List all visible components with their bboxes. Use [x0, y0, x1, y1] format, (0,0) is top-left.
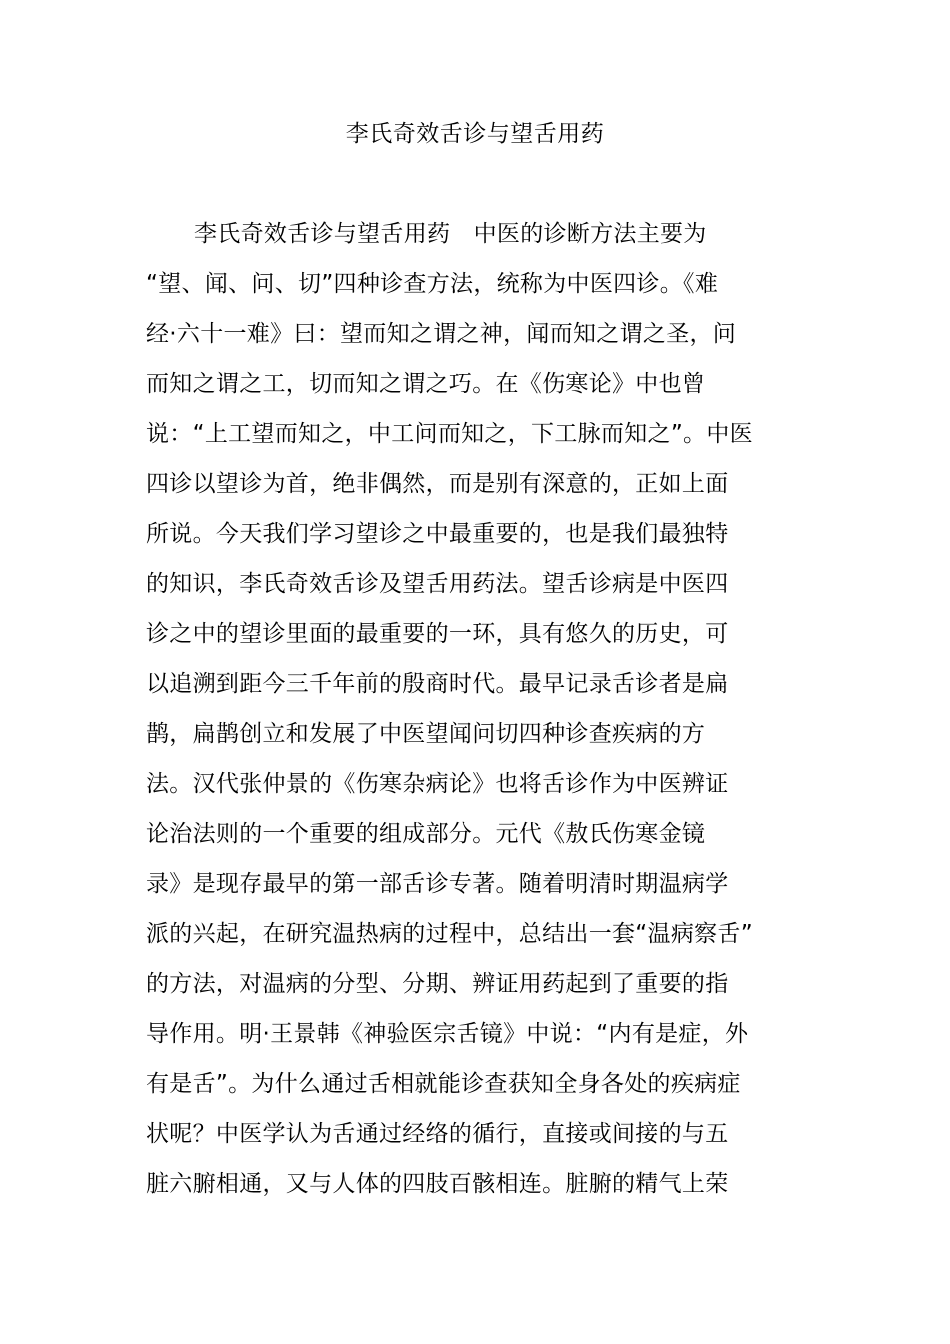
body-line: 经·六十一难》曰：望而知之谓之神，闻而知之谓之圣，问 [146, 321, 737, 347]
body-line: 以追溯到距今三千年前的殷商时代。最早记录舌诊者是扁 [146, 671, 729, 697]
body-line: 的知识，李氏奇效舌诊及望舌用药法。望舌诊病是中医四 [146, 571, 729, 597]
body-line: 说：“上工望而知之，中工问而知之，下工脉而知之”。中医 [146, 421, 753, 447]
body-line: 导作用。明·王景韩《神验医宗舌镜》中说：“内有是症，外 [146, 1021, 749, 1047]
body-line: 鹊，扁鹊创立和发展了中医望闻问切四种诊查疾病的方 [146, 721, 706, 747]
body-line: 李氏奇效舌诊与望舌用药 中医的诊断方法主要为 [194, 221, 707, 247]
body-line: 录》是现存最早的第一部舌诊专著。随着明清时期温病学 [146, 871, 729, 897]
document-title: 李氏奇效舌诊与望舌用药 [345, 121, 605, 147]
body-line: 诊之中的望诊里面的最重要的一环，具有悠久的历史，可 [146, 621, 729, 647]
body-line: 而知之谓之工，切而知之谓之巧。在《伤寒论》中也曾 [146, 371, 706, 397]
body-line: 状呢？中医学认为舌通过经络的循行，直接或间接的与五 [146, 1121, 729, 1147]
body-line: 所说。今天我们学习望诊之中最重要的，也是我们最独特 [146, 521, 729, 547]
body-line: 法。汉代张仲景的《伤寒杂病论》也将舌诊作为中医辨证 [146, 771, 729, 797]
body-line: 的方法，对温病的分型、分期、辨证用药起到了重要的指 [146, 971, 729, 997]
body-line: 脏六腑相通，又与人体的四肢百骸相连。脏腑的精气上荣 [146, 1171, 729, 1197]
body-line: 有是舌”。为什么通过舌相就能诊查获知全身各处的疾病症 [146, 1071, 741, 1097]
body-line: 四诊以望诊为首，绝非偶然，而是别有深意的，正如上面 [146, 471, 729, 497]
document-body [146, 214, 846, 1214]
body-line: “望、闻、问、切”四种诊查方法，统称为中医四诊。《难 [146, 271, 719, 297]
body-line: 论治法则的一个重要的组成部分。元代《敖氏伤寒金镜 [146, 821, 706, 847]
body-line: 派的兴起，在研究温热病的过程中，总结出一套“温病察舌” [146, 921, 753, 947]
